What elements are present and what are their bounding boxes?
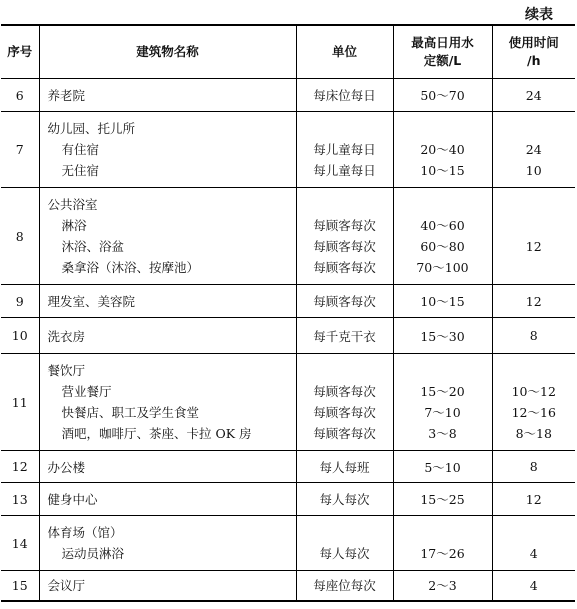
building-name: 办公楼 xyxy=(39,451,296,483)
time-cell: 12 xyxy=(492,483,575,516)
table-row xyxy=(1,112,575,188)
row-number: 7 xyxy=(1,112,39,188)
building-name: 会议厅 xyxy=(39,571,296,601)
quota-cell: 10～15 xyxy=(393,285,492,318)
unit-cell: 每人每次 xyxy=(296,483,393,516)
sub-quota: 7～10 xyxy=(424,405,461,420)
time-cell: 8 xyxy=(492,318,575,354)
time-cell xyxy=(492,516,575,571)
unit-cell xyxy=(296,516,393,571)
building-name: 洗衣房 xyxy=(39,318,296,354)
sub-item-name: 淋浴 xyxy=(61,218,87,233)
time-cell: 24 xyxy=(492,79,575,112)
sub-item-name: 无住宿 xyxy=(61,163,100,178)
unit-cell: 每人每班 xyxy=(296,451,393,483)
quota-cell xyxy=(393,112,492,188)
quota-cell: 15～25 xyxy=(393,483,492,516)
time-cell: 12 xyxy=(492,188,575,285)
table-row xyxy=(1,188,575,285)
sub-unit: 每顾客每次 xyxy=(313,218,376,233)
row-number: 8 xyxy=(1,188,39,285)
table-row xyxy=(1,516,575,571)
sub-item-name: 营业餐厅 xyxy=(61,384,112,399)
sub-quota: 10～15 xyxy=(420,163,465,178)
row-number: 11 xyxy=(1,354,39,451)
sub-time: 12～16 xyxy=(511,405,556,420)
unit-cell: 每座位每次 xyxy=(296,571,393,601)
sub-quota: 40～60 xyxy=(420,218,465,233)
header-quota-line2: 定额/L xyxy=(423,53,462,68)
sub-unit: 每人每次 xyxy=(319,546,370,561)
table-row xyxy=(1,318,575,354)
sub-quota: 70～100 xyxy=(416,260,469,275)
group-title: 体育场（馆） xyxy=(47,525,123,540)
building-name: 养老院 xyxy=(39,79,296,112)
table-row xyxy=(1,354,575,451)
sub-quota: 3～8 xyxy=(428,426,457,441)
sub-unit: 每儿童每日 xyxy=(313,142,376,157)
sub-quota: 20～40 xyxy=(420,142,465,157)
header-time xyxy=(492,25,575,79)
sub-item-name: 沐浴、浴盆 xyxy=(61,239,125,254)
header-time-line1: 使用时间 xyxy=(508,35,559,50)
time-cell: 4 xyxy=(492,571,575,601)
building-name-group xyxy=(39,516,296,571)
row-number: 14 xyxy=(1,516,39,571)
unit-cell: 每顾客每次 xyxy=(296,285,393,318)
header-no: 序号 xyxy=(1,25,39,79)
water-quota-table xyxy=(1,24,575,602)
unit-cell xyxy=(296,354,393,451)
building-name-group xyxy=(39,354,296,451)
sub-time: 4 xyxy=(529,546,538,561)
quota-cell xyxy=(393,354,492,451)
time-cell: 12 xyxy=(492,285,575,318)
header-unit: 单位 xyxy=(296,25,393,79)
unit-cell: 每床位每日 xyxy=(296,79,393,112)
sub-item-name: 快餐店、职工及学生食堂 xyxy=(61,405,200,420)
header-quota xyxy=(393,25,492,79)
sub-quota: 15～20 xyxy=(420,384,465,399)
unit-cell xyxy=(296,112,393,188)
sub-unit: 每顾客每次 xyxy=(313,260,376,275)
sub-quota: 17～26 xyxy=(420,546,465,561)
row-number: 9 xyxy=(1,285,39,318)
header-time-line2: /h xyxy=(527,53,541,68)
sub-unit: 每顾客每次 xyxy=(313,384,376,399)
unit-cell xyxy=(296,188,393,285)
quota-cell xyxy=(393,188,492,285)
sub-time: 24 xyxy=(525,142,542,157)
row-number: 15 xyxy=(1,571,39,601)
sub-quota: 60～80 xyxy=(420,239,465,254)
building-name-group xyxy=(39,188,296,285)
building-name-group xyxy=(39,112,296,188)
quota-cell: 5～10 xyxy=(393,451,492,483)
table-row xyxy=(1,571,575,601)
time-cell: 8 xyxy=(492,451,575,483)
row-number: 10 xyxy=(1,318,39,354)
table-row xyxy=(1,451,575,483)
group-title: 餐饮厅 xyxy=(47,363,86,378)
time-cell xyxy=(492,112,575,188)
sub-time: 10 xyxy=(525,163,542,178)
quota-cell xyxy=(393,516,492,571)
quota-cell: 2～3 xyxy=(393,571,492,601)
building-name: 理发室、美容院 xyxy=(39,285,296,318)
sub-time: 10～12 xyxy=(511,384,556,399)
sub-unit: 每顾客每次 xyxy=(313,405,376,420)
quota-cell: 15～30 xyxy=(393,318,492,354)
row-number: 12 xyxy=(1,451,39,483)
header-name: 建筑物名称 xyxy=(39,25,296,79)
sub-unit: 每儿童每日 xyxy=(313,163,376,178)
sub-unit: 每顾客每次 xyxy=(313,426,376,441)
continued-label: 续表 xyxy=(525,7,553,23)
group-title: 公共浴室 xyxy=(47,197,98,212)
sub-unit: 每顾客每次 xyxy=(313,239,376,254)
header-quota-line1: 最高日用水 xyxy=(411,35,474,50)
unit-cell: 每千克干衣 xyxy=(296,318,393,354)
table-header-row xyxy=(1,25,575,79)
table-row xyxy=(1,285,575,318)
table-row xyxy=(1,483,575,516)
quota-cell: 50～70 xyxy=(393,79,492,112)
row-number: 6 xyxy=(1,79,39,112)
sub-item-name: 运动员淋浴 xyxy=(61,546,125,561)
sub-item-name: 桑拿浴（沐浴、按摩池） xyxy=(61,260,200,275)
group-title: 幼儿园、托儿所 xyxy=(47,121,136,136)
table-row xyxy=(1,79,575,112)
building-name: 健身中心 xyxy=(39,483,296,516)
sub-time: 8～18 xyxy=(515,426,552,441)
sub-item-name: 有住宿 xyxy=(61,142,100,157)
row-number: 13 xyxy=(1,483,39,516)
time-cell xyxy=(492,354,575,451)
sub-item-name: 酒吧，咖啡厅、茶座、卡拉 OK 房 xyxy=(61,426,252,441)
